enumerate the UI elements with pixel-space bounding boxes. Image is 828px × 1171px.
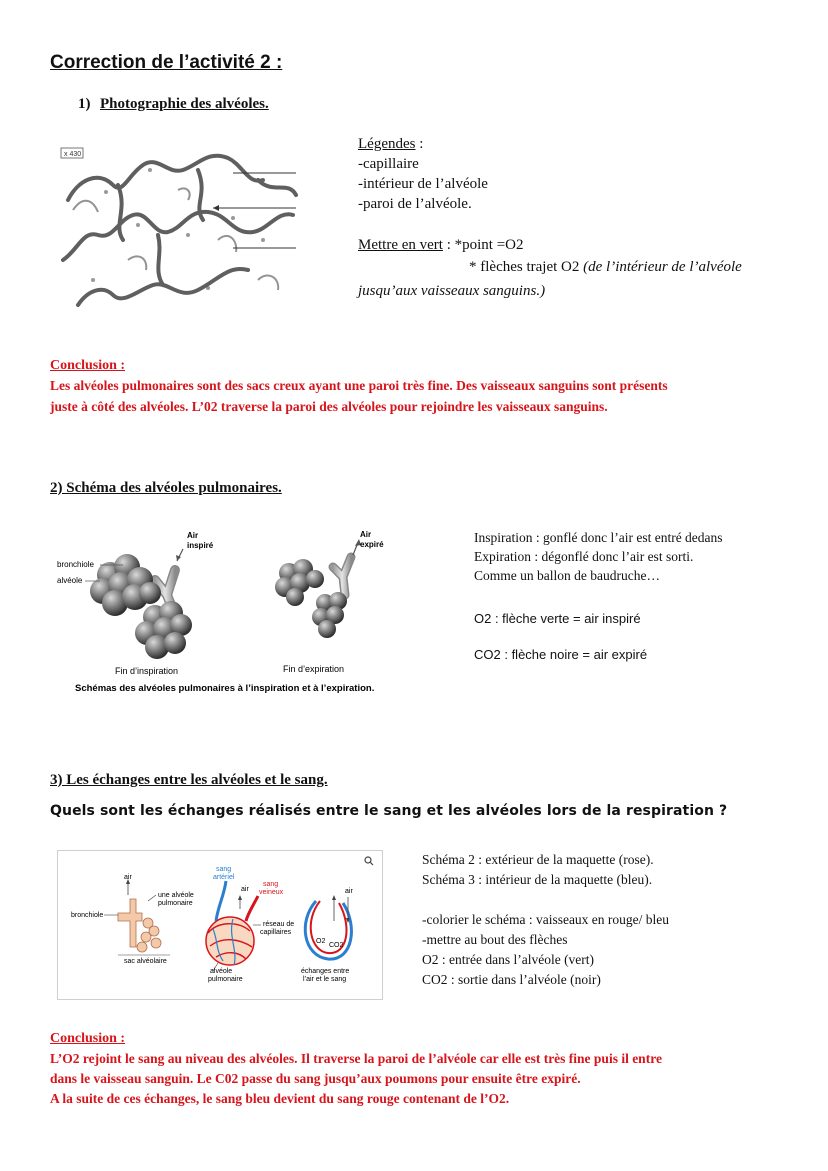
label-bronchiole-3: bronchiole	[71, 912, 104, 919]
note-fleches: -mettre au bout des flèches	[422, 932, 568, 947]
conclusion1-heading: Conclusion :	[50, 358, 126, 373]
label-air-inspire-2: inspiré	[187, 541, 214, 550]
green-line3-italic: jusqu’aux vaisseaux sanguins.)	[358, 283, 546, 299]
note-co2: CO2 : flèche noire = air expiré	[474, 647, 648, 662]
alveoli-micrograph	[58, 140, 298, 310]
label-sang-arteriel-2: artériel	[213, 874, 235, 881]
label-air-3: air	[345, 888, 353, 895]
label-une-alveole: une alvéole	[158, 892, 194, 899]
section1-number: 1)	[78, 96, 91, 112]
label-sang-veineux-1: sang	[263, 881, 279, 888]
conclusion1-line-1: Les alvéoles pulmonaires sont des sacs creux ayant une paroi très fine. Des vaisseaux sanguins sont présents	[50, 378, 668, 393]
section3-question: Quels sont les échanges réalisés entre le sang et les alvéoles lors de la respiration ?	[50, 803, 728, 819]
scale-label: x 430	[64, 151, 82, 158]
label-echanges-2: l’air et le sang	[303, 976, 347, 983]
note-schema2: Schéma 2 : extérieur de la maquette (rose).	[422, 852, 654, 867]
conclusion1-line-2: juste à côté des alvéoles. L’02 traverse la paroi des alvéoles pour rejoindre les vaisseaux sanguins.	[50, 399, 608, 414]
label-air-inspire-1: Air	[187, 531, 199, 540]
label-reseau-2: capillaires	[260, 929, 292, 936]
note-o2-entree: O2 : entrée dans l’alvéole (vert)	[422, 952, 595, 967]
label-pulmonaire: pulmonaire	[158, 900, 193, 907]
label-sac-alveolaire: sac alvéolaire	[124, 958, 167, 965]
conclusion2-line-3: A la suite de ces échanges, le sang bleu devient du sang rouge contenant de l’O2.	[50, 1091, 510, 1106]
exchange-diagram	[57, 850, 383, 1000]
label-air-expire-2: expiré	[360, 540, 384, 549]
legend-colon: :	[415, 136, 424, 152]
label-co2: CO2	[329, 942, 344, 949]
label-reseau-1: réseau de	[263, 921, 295, 928]
note-co2-sortie: CO2 : sortie dans l’alvéole (noir)	[422, 972, 601, 987]
note-inspiration: Inspiration : gonflé donc l’air est entré dedans	[474, 530, 723, 545]
section2-heading: 2) Schéma des alvéoles pulmonaires.	[50, 480, 282, 496]
legend-item-capillaire: -capillaire	[358, 156, 419, 172]
green-line2-text: * flèches trajet O2	[469, 259, 584, 275]
note-o2: O2 : flèche verte = air inspiré	[474, 611, 641, 626]
green-instruction-line3	[358, 281, 545, 301]
search-icon[interactable]	[365, 857, 373, 865]
green-line2-italic: (de l’intérieur de l’alvéole	[583, 259, 742, 275]
note-colorier: -colorier le schéma : vaisseaux en rouge/ bleu	[422, 912, 670, 927]
label-echanges-1: échanges entre	[301, 968, 350, 975]
label-alveole: alvéole	[57, 576, 83, 585]
green-instruction-line2	[469, 257, 742, 277]
alveoli-schema-figure	[55, 525, 400, 700]
note-ballon: Comme un ballon de baudruche…	[474, 568, 660, 583]
label-o2: O2	[316, 938, 326, 945]
legend-block	[358, 134, 488, 214]
label-sang-arteriel-1: sang	[216, 866, 232, 873]
note-blank	[422, 890, 669, 910]
note-schema3: Schéma 3 : intérieur de la maquette (bleu).	[422, 872, 653, 887]
legend-item-interieur: -intérieur de l’alvéole	[358, 176, 488, 192]
legend-heading: Légendes	[358, 136, 416, 152]
section3-notes	[422, 850, 669, 990]
page-title: Correction de l’activité 2 :	[50, 52, 283, 73]
section1-heading: Photographie des alvéoles.	[100, 96, 269, 112]
figure-caption: Schémas des alvéoles pulmonaires à l’inspiration et à l’expiration.	[75, 683, 375, 694]
conclusion2-heading: Conclusion :	[50, 1031, 126, 1046]
label-alveole-3: alvéole	[210, 968, 233, 975]
label-bronchiole: bronchiole	[57, 560, 94, 569]
green-heading: Mettre en vert	[358, 237, 443, 253]
green-rest: : *point =O2	[442, 237, 524, 253]
green-instruction	[358, 235, 524, 255]
note-expiration: Expiration : dégonflé donc l’air est sorti.	[474, 549, 694, 564]
label-air-1: air	[124, 874, 132, 881]
caption-fin-inspiration: Fin d’inspiration	[115, 666, 179, 676]
caption-fin-expiration: Fin d’expiration	[283, 664, 345, 674]
label-alveole-pulmonaire-3: pulmonaire	[208, 976, 243, 983]
label-air-expire-1: Air	[360, 530, 372, 539]
label-sang-veineux-2: veineux	[259, 889, 284, 896]
section3-heading: 3) Les échanges entre les alvéoles et le sang.	[50, 772, 328, 788]
legend-item-paroi: -paroi de l’alvéole.	[358, 196, 472, 212]
conclusion2-line-1: L’O2 rejoint le sang au niveau des alvéoles. Il traverse la paroi de l’alvéole car elle est très fine puis il entre	[50, 1051, 662, 1066]
label-air-2: air	[241, 886, 249, 893]
section2-notes	[474, 528, 723, 585]
conclusion2-line-2: dans le vaisseau sanguin. Le C02 passe du sang jusqu’aux poumons pour ensuite être expiré.	[50, 1071, 581, 1086]
